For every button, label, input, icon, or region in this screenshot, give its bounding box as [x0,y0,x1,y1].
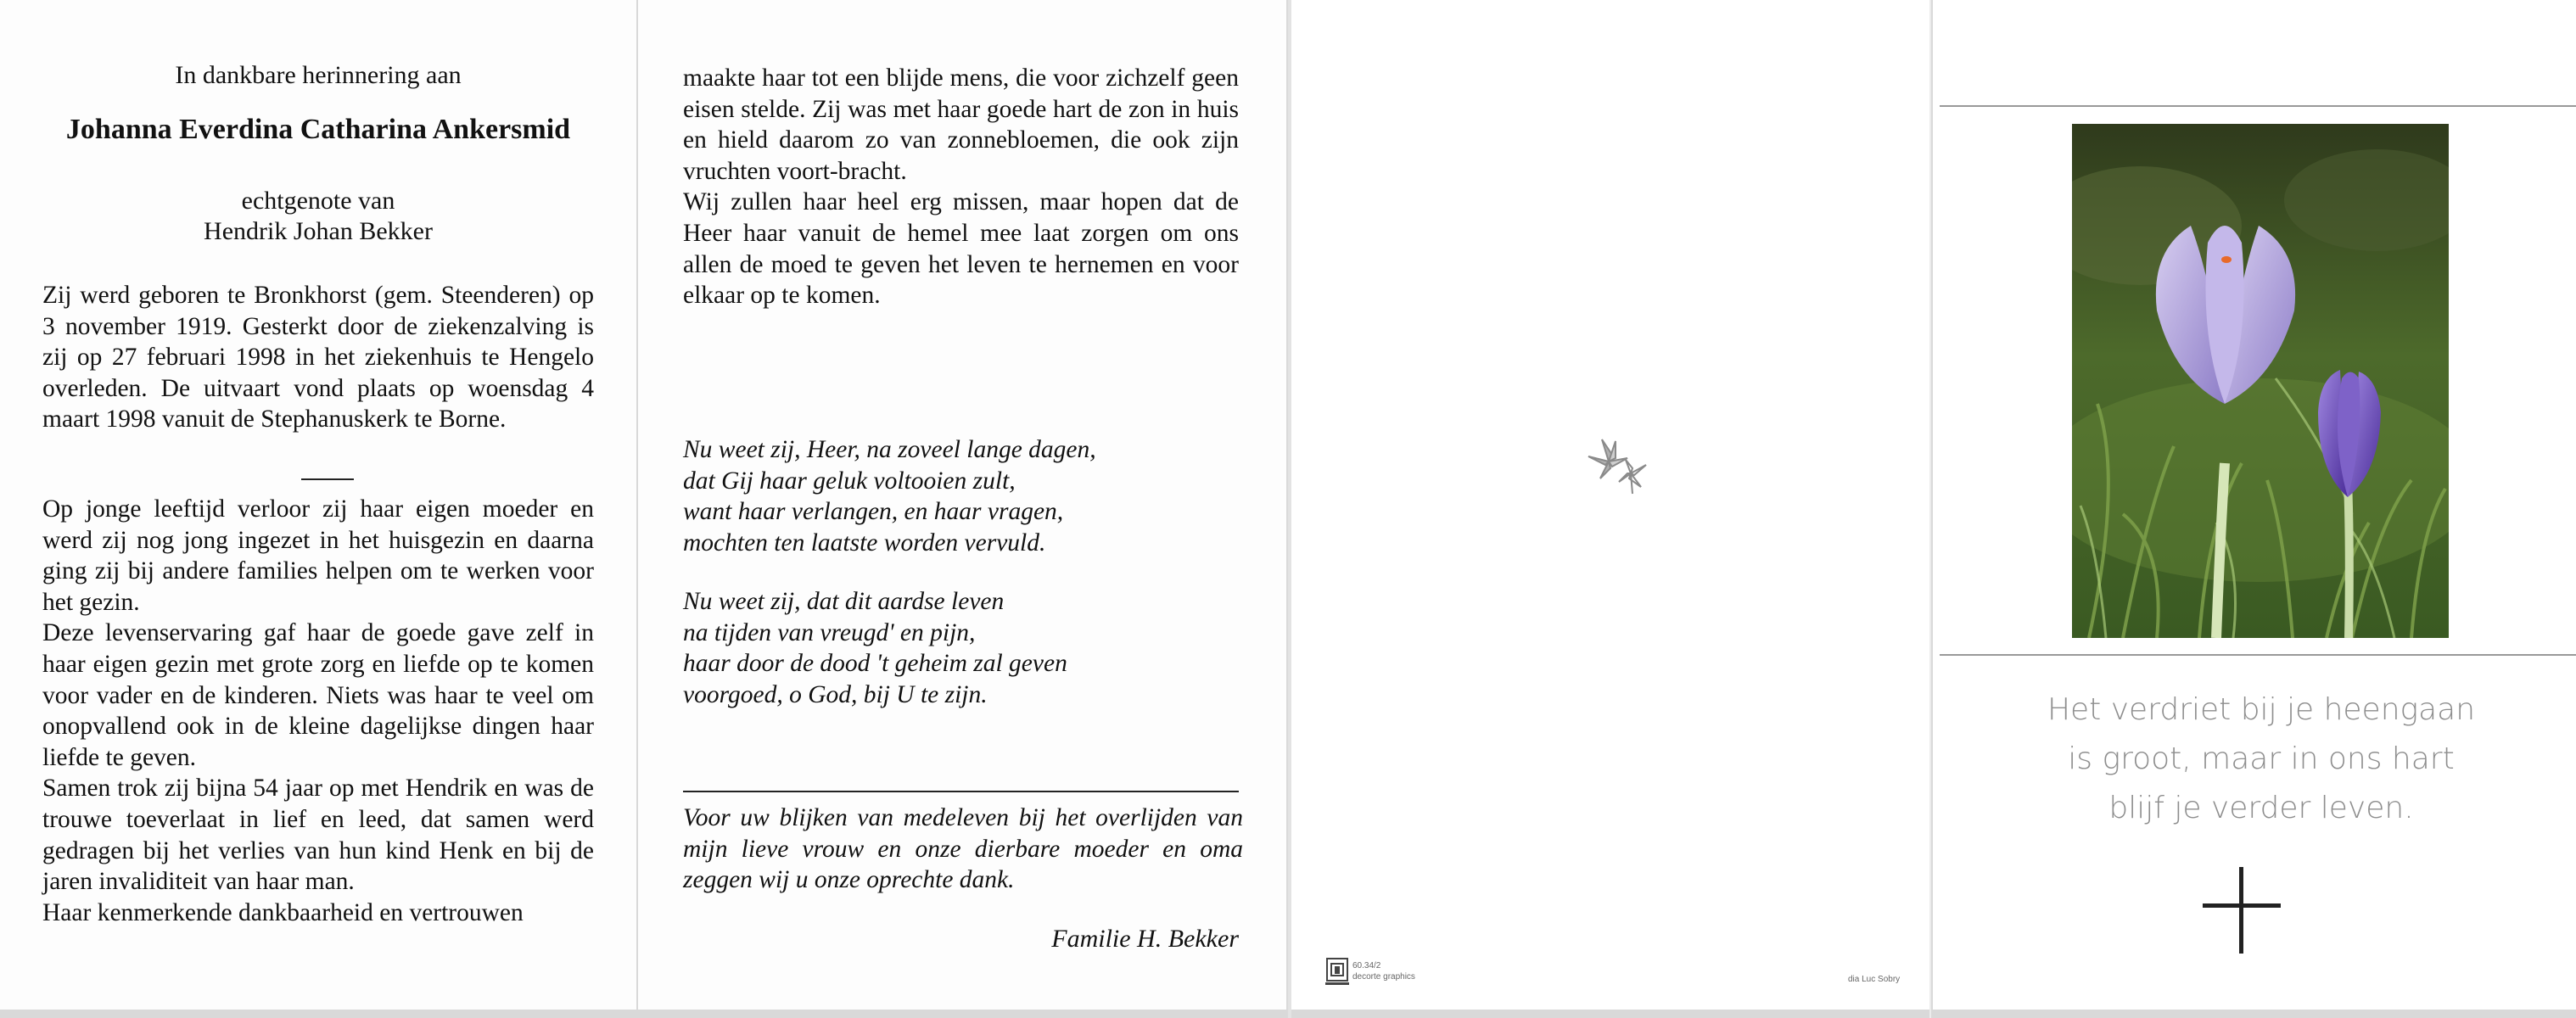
poem-stanza [683,434,1243,558]
card-fold [1288,0,1291,1018]
print-code: 60.34/2 [1352,961,1381,970]
memorial-card-back-page [1291,0,1929,1010]
poem-line: mochten ten laatste worden vervuld. [683,529,1046,557]
quote-line: is groot, maar in ons hart [2068,741,2455,776]
quote-line: Het verdriet bij je heengaan [2047,692,2476,727]
biography-continuation [683,63,1239,311]
poem-line: na tijden van vreugd' en pijn, [683,618,976,646]
crocus-photo [2072,124,2449,638]
deceased-name: Johanna Everdina Catharina Ankersmid [65,114,571,145]
biography-text [42,494,594,928]
intro-line: In dankbare herinnering aan [175,61,462,89]
poem-line: want haar verlangen, en haar vragen, [683,498,1064,526]
printer-name: decorte graphics [1352,972,1415,982]
top-rule [1940,105,2576,107]
card-fold [1929,0,1931,1018]
spouse-name: Hendrik Johan Bekker [204,217,433,245]
biography-paragraph: Haar kenmerkende dankbaarheid en vertrouwen [42,898,524,926]
poem-line: voorgoed, o God, bij U te zijn. [683,680,988,708]
biography-paragraph: Wij zullen haar heel erg missen, maar hopen dat de Heer haar vanuit de hemel mee laat zorgen om ons allen de moed te geven het leven te hernemen en voor elkaar op te komen. [683,188,1239,310]
flower-ornament-icon [1585,431,1658,499]
spouse-label: echtgenote van [241,187,395,215]
poem-line: haar door de dood 't geheim zal geven [683,650,1067,678]
divider-line [683,791,1239,792]
photo-credit: dia Luc Sobry [1848,975,1901,984]
cross-icon [2203,867,2281,954]
bottom-rule [1940,654,2576,656]
family-signature: Familie H. Bekker [1051,925,1239,953]
poem-line: Nu weet zij, Heer, na zoveel lange dagen, [683,436,1096,463]
biography-paragraph: Deze levenservaring gaf haar de goede gave zelf in haar eigen gezin met grote zorg en liefde op te komen voor vader en de kinderen. Niets was haar te veel om onopvallend ook in de kleine dagelijkse dingen haar liefde te geven. [42,619,594,771]
poem-line: dat Gij haar geluk voltooien zult, [683,467,1016,495]
condolence-quote [1977,685,2545,833]
thanks-text: Voor uw blijken van medeleven bij het overlijden van mijn lieve vrouw en onze dierbare moeder en oma zeggen wij u onze oprechte dank. [683,804,1243,894]
short-divider [301,478,354,480]
biography-paragraph: Op jonge leeftijd verloor zij haar eigen moeder en werd zij nog jong ingezet in het huisgezin en daarna ging zij bij andere families helpen om te werken voor het gezin. [42,495,594,616]
printer-logo-icon [1325,957,1349,986]
biography-paragraph: maakte haar tot een blijde mens, die voor zichzelf geen eisen stelde. Zij was met haar goede hart de zon in huis en hield daarom zo van zonnebloemen, die ook zijn vruchten voort-bracht. [683,64,1239,185]
quote-line: blijf je verder leven. [2108,791,2414,825]
biography-paragraph: Samen trok zij bijna 54 jaar op met Hendrik en was de trouwe toeverlaat in lief en leed, dat samen werd gedragen bij het verlies van hun kind Henk en bij de jaren invaliditeit van haar man. [42,775,594,896]
poem-stanza [683,586,1243,710]
poem-line: Nu weet zij, dat dit aardse leven [683,588,1005,615]
biography-paragraph: Zij werd geboren te Bronkhorst (gem. Steenderen) op 3 november 1919. Gesterkt door de ziekenzalving is zij op 27 februari 1998 in het ziekenhuis te Hengelo overleden. De uitvaart vond plaats op woensdag 4 maart 1998 vanuit de Stephanuskerk te Borne. [42,282,594,433]
